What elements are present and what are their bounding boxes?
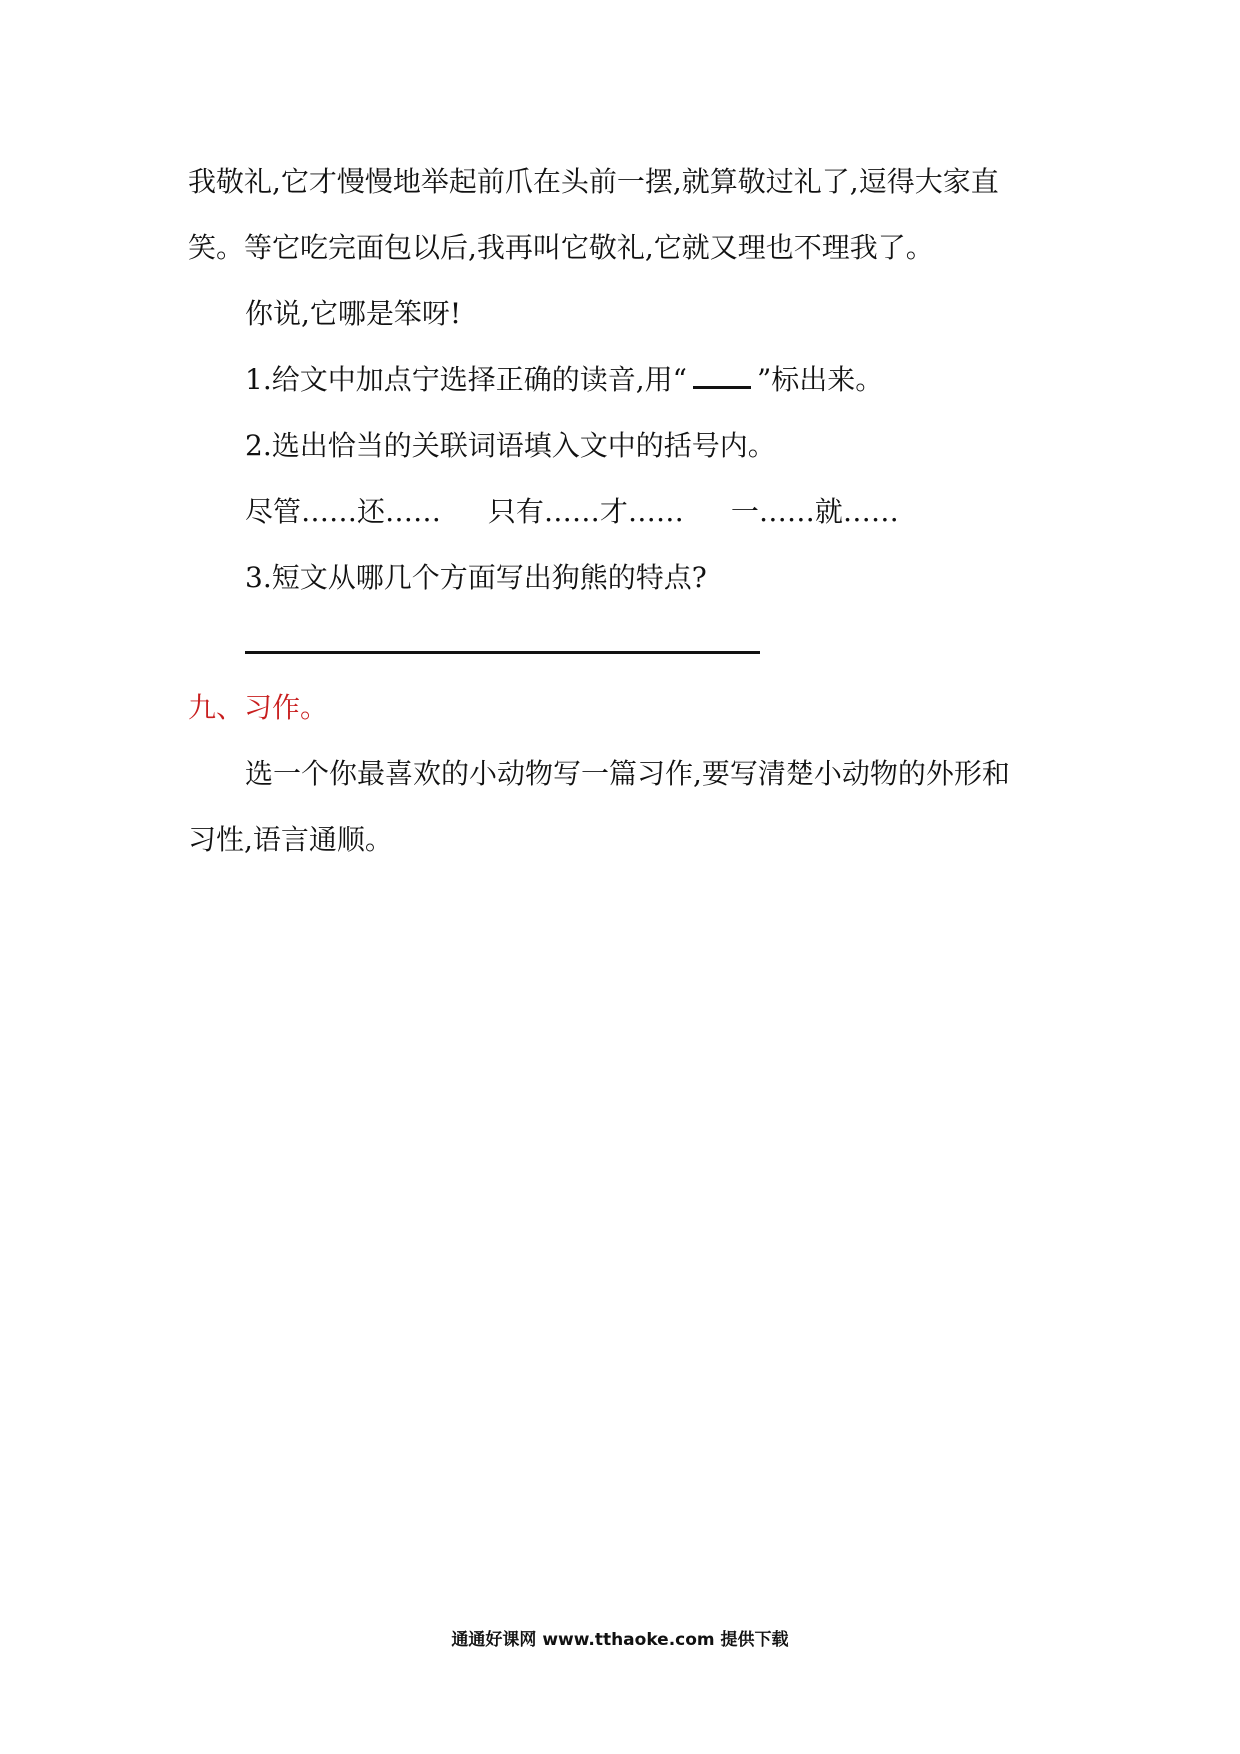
conjunction-option-2: 只有……才…… <box>487 495 684 528</box>
passage-line-3: 你说,它哪是笨呀! <box>245 297 462 330</box>
question-1 <box>245 360 883 400</box>
question-1-text-before: 1.给文中加点宁选择正确的读音,用“ <box>245 363 687 396</box>
question-3: 3.短文从哪几个方面写出狗熊的特点? <box>245 561 707 594</box>
writing-prompt-line-1: 选一个你最喜欢的小动物写一篇习作,要写清楚小动物的外形和 <box>245 757 1010 790</box>
conjunction-option-3: 一……就…… <box>730 495 899 528</box>
answer-blank-line[interactable] <box>245 651 760 654</box>
passage-line-2: 笑。等它吃完面包以后,我再叫它敬礼,它就又理也不理我了。 <box>188 231 934 264</box>
question-1-text-after: ”标出来。 <box>756 363 884 396</box>
question-2: 2.选出恰当的关联词语填入文中的括号内。 <box>245 429 776 462</box>
passage-line-1: 我敬礼,它才慢慢地举起前爪在头前一摆,就算敬过礼了,逗得大家直 <box>188 165 999 198</box>
conjunction-options <box>245 492 899 532</box>
footer-text: 通通好课网 www.tthaoke.com 提供下载 <box>451 1630 789 1650</box>
conjunction-option-1: 尽管……还…… <box>245 495 442 528</box>
section-9-heading: 九、习作。 <box>188 691 329 724</box>
writing-prompt-line-2: 习性,语言通顺。 <box>188 823 393 856</box>
underline-sample-blank <box>693 360 751 389</box>
